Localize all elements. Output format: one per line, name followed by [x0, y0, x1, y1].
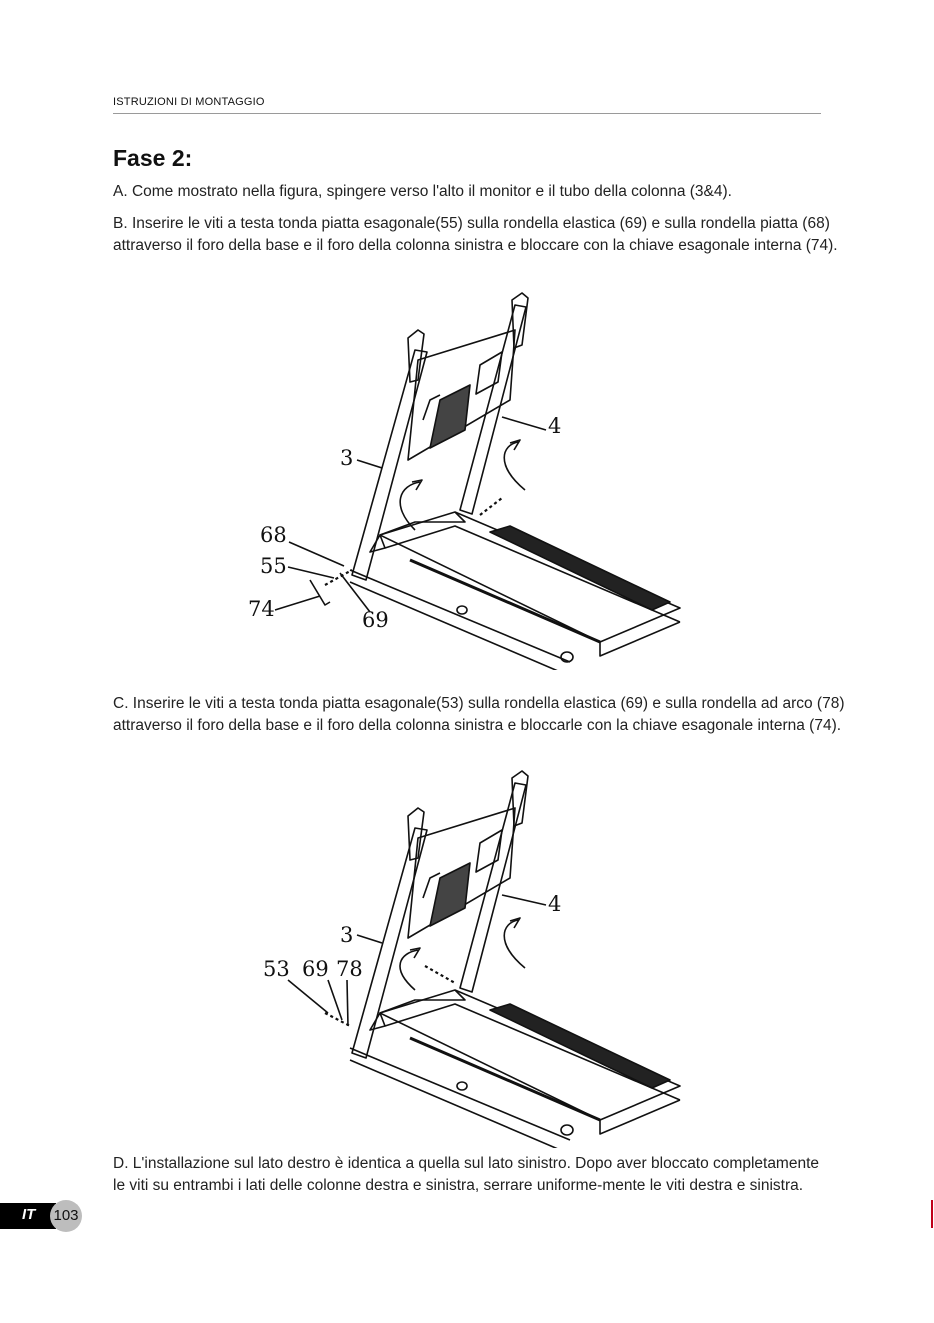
- instruction-d: D. L'installazione sul lato destro è identica a quella sul lato sinistro. Dopo aver bloccato completamente le viti su entrambi i lati delle colonne destra e sinistra, serrare uniforme-mente le viti destra e sinistra.: [113, 1155, 820, 1194]
- label-3: 3: [340, 923, 354, 947]
- label-74: 74: [248, 597, 275, 621]
- edge-mark: [931, 1200, 933, 1228]
- page-number: 103: [53, 1207, 79, 1224]
- label-68: 68: [260, 523, 287, 547]
- treadmill-deck: [380, 990, 680, 1120]
- label-69: 69: [362, 608, 389, 632]
- label-4: 4: [548, 892, 562, 916]
- label-53: 53: [263, 957, 290, 981]
- label-69: 69: [302, 957, 329, 981]
- section-header: ISTRUZIONI DI MONTAGGIO: [113, 96, 265, 108]
- label-55: 55: [260, 554, 287, 578]
- instruction-a: A. Come mostrato nella figura, spingere verso l'alto il monitor e il tubo della colonna (3&4).: [113, 183, 732, 200]
- label-3: 3: [340, 446, 354, 470]
- label-78: 78: [336, 957, 363, 981]
- header-divider: [113, 113, 821, 114]
- step-title: Fase 2:: [113, 145, 193, 171]
- language-code: IT: [22, 1206, 36, 1223]
- assembly-figure-2: [240, 768, 700, 1148]
- instruction-c: C. Inserire le viti a testa tonda piatta esagonale(53) sulla rondella elastica (69) e sulla rondella ad arco (78) attraverso il foro della base e il foro della colonna sinistra e bloccarle con la chiave esagonale interna (74).: [113, 695, 845, 734]
- label-4: 4: [548, 414, 562, 438]
- treadmill-deck: [380, 512, 680, 642]
- instruction-b: B. Inserire le viti a testa tonda piatta esagonale(55) sulla rondella elastica (69) e sulla rondella piatta (68) attraverso il foro della base e il foro della colonna sinistra e bloccare con la chiave esagonale interna (74).: [113, 215, 838, 254]
- assembly-figure-1: [240, 290, 700, 670]
